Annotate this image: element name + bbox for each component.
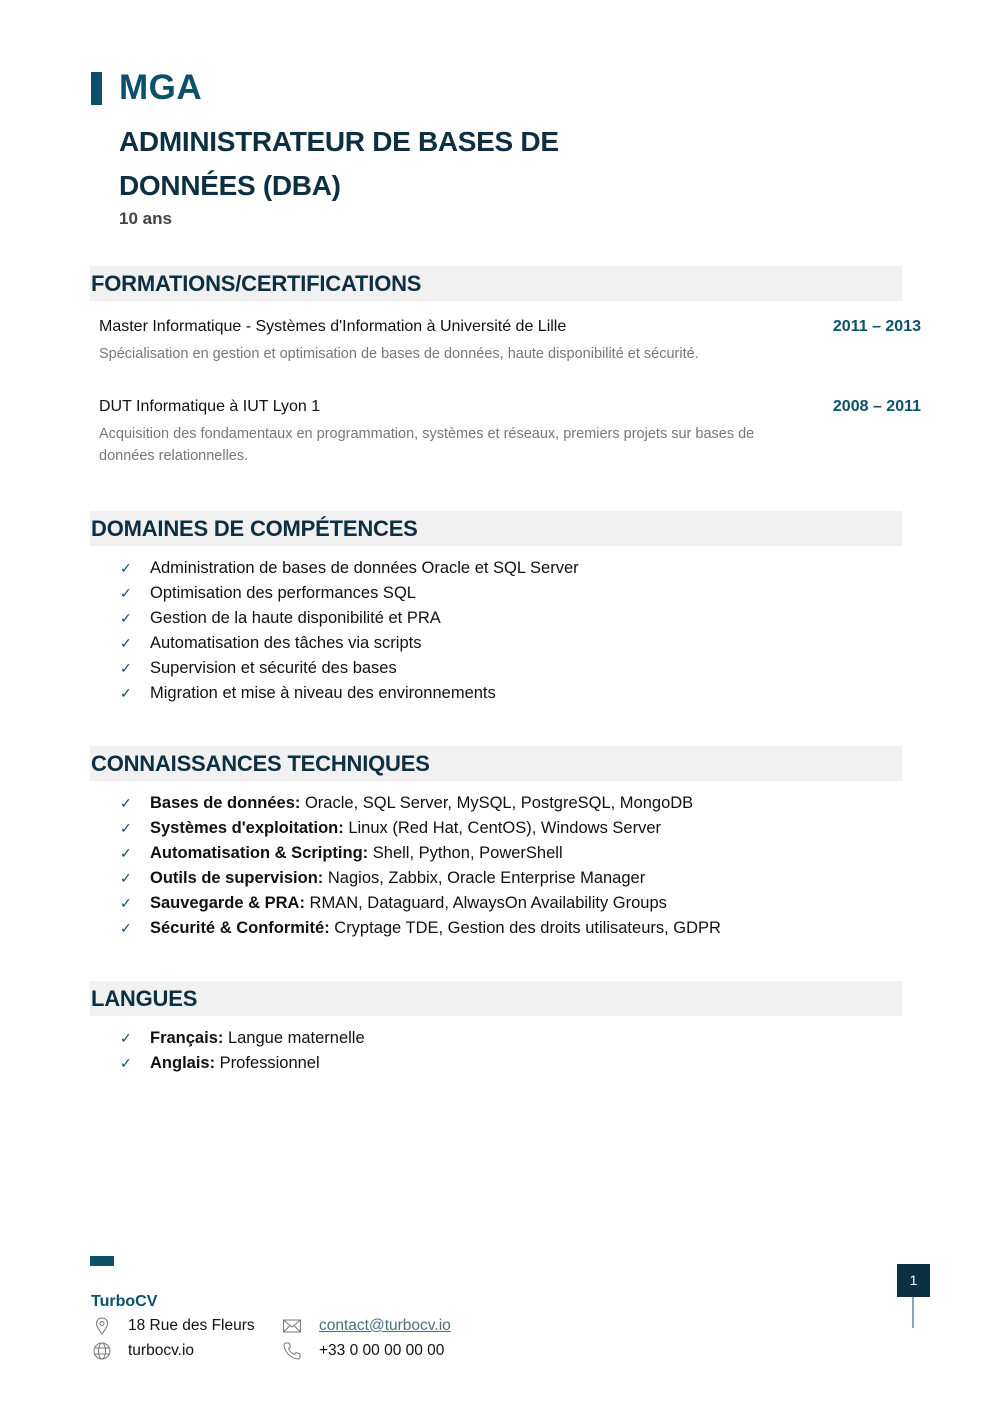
langues-list <box>120 1026 365 1076</box>
footer-website[interactable]: turbocv.io <box>128 1342 195 1359</box>
name-accent-bar <box>91 72 102 105</box>
education-dates: 2011 – 2013 <box>832 318 921 335</box>
check-icon: ✓ <box>120 895 132 911</box>
list-item: ✓ Outils de supervision: Nagios, Zabbix, Oracle Enterprise Manager <box>120 866 721 891</box>
section-competences <box>90 511 902 546</box>
list-item: ✓ Bases de données: Oracle, SQL Server, MySQL, PostgreSQL, MongoDB <box>120 791 721 816</box>
check-icon: ✓ <box>120 820 132 836</box>
education-title: Master Informatique - Systèmes d'Information à Université de Lille <box>99 318 567 335</box>
footer-brand: TurboCV <box>91 1293 158 1310</box>
check-icon: ✓ <box>120 660 132 676</box>
check-icon: ✓ <box>120 610 132 626</box>
check-icon: ✓ <box>120 795 132 811</box>
list-item: ✓ Systèmes d'exploitation: Linux (Red Hat, CentOS), Windows Server <box>120 816 721 841</box>
list-item: ✓ Automatisation des tâches via scripts <box>120 631 579 656</box>
check-icon: ✓ <box>120 845 132 861</box>
section-connaissances <box>90 746 902 781</box>
globe-icon <box>92 1341 112 1361</box>
page-number-line <box>912 1297 914 1328</box>
list-item: ✓ Anglais: Professionnel <box>120 1051 365 1076</box>
list-item: ✓ Optimisation des performances SQL <box>120 581 579 606</box>
section-heading: DOMAINES DE COMPÉTENCES <box>91 516 418 541</box>
section-heading: CONNAISSANCES TECHNIQUES <box>91 751 430 776</box>
check-icon: ✓ <box>120 1055 132 1071</box>
connaissances-list <box>120 791 721 941</box>
list-item: ✓ Migration et mise à niveau des environnements <box>120 681 579 706</box>
education-description: Spécialisation en gestion et optimisation de bases de données, haute disponibilité et sécurité. <box>99 346 699 362</box>
map-pin-icon <box>92 1316 112 1336</box>
check-icon: ✓ <box>120 560 132 576</box>
list-item: ✓ Français: Langue maternelle <box>120 1026 365 1051</box>
competences-list <box>120 556 579 706</box>
list-item: ✓ Sécurité & Conformité: Cryptage TDE, Gestion des droits utilisateurs, GDPR <box>120 916 721 941</box>
phone-icon <box>282 1341 302 1361</box>
list-item: ✓ Administration de bases de données Oracle et SQL Server <box>120 556 579 581</box>
check-icon: ✓ <box>120 685 132 701</box>
footer-phone: +33 0 00 00 00 00 <box>319 1342 445 1359</box>
job-title: ADMINISTRATEUR DE BASES DE DONNÉES (DBA) <box>119 126 559 201</box>
section-heading: LANGUES <box>91 986 198 1011</box>
education-description: Acquisition des fondamentaux en programmation, systèmes et réseaux, premiers projets sur bases de données relationnelles. <box>99 426 755 464</box>
check-icon: ✓ <box>120 1030 132 1046</box>
experience-years: 10 ans <box>119 209 172 228</box>
section-heading: FORMATIONS/CERTIFICATIONS <box>91 271 422 296</box>
list-item: ✓ Sauvegarde & PRA: RMAN, Dataguard, AlwaysOn Availability Groups <box>120 891 721 916</box>
footer-address: 18 Rue des Fleurs <box>128 1317 255 1334</box>
footer-accent-bar <box>90 1256 114 1266</box>
list-item: ✓ Automatisation & Scripting: Shell, Python, PowerShell <box>120 841 721 866</box>
section-langues <box>90 981 902 1016</box>
list-item: ✓ Gestion de la haute disponibilité et PRA <box>120 606 579 631</box>
list-item: ✓ Supervision et sécurité des bases <box>120 656 579 681</box>
education-title: DUT Informatique à IUT Lyon 1 <box>99 398 321 415</box>
candidate-name: MGA <box>119 68 203 107</box>
education-dates: 2008 – 2011 <box>832 398 921 415</box>
check-icon: ✓ <box>120 635 132 651</box>
envelope-icon <box>282 1316 302 1336</box>
page-number: 1 <box>897 1264 930 1297</box>
check-icon: ✓ <box>120 870 132 886</box>
section-formations <box>90 266 902 301</box>
check-icon: ✓ <box>120 585 132 601</box>
footer-email-link[interactable]: contact@turbocv.io <box>319 1317 451 1334</box>
check-icon: ✓ <box>120 920 132 936</box>
